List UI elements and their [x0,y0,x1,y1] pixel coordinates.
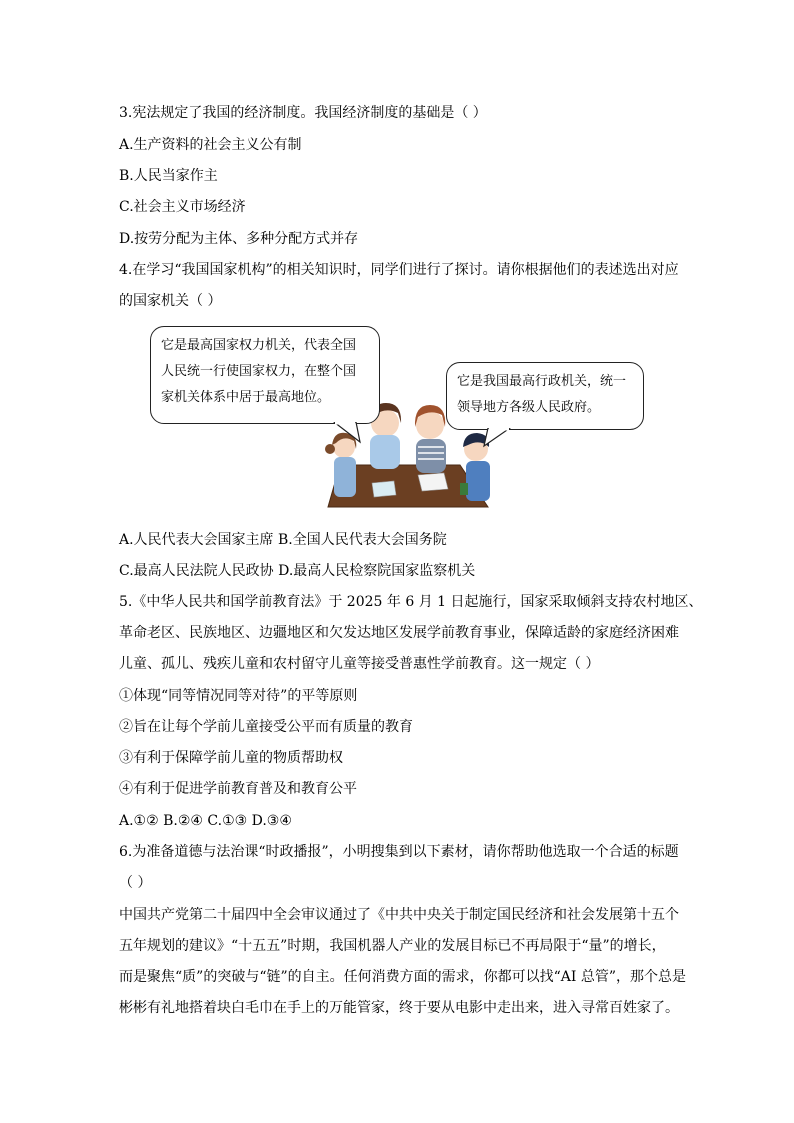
q6-material-line3: 而是聚焦“质”的突破与“链”的自主。任何消费方面的需求，你都可以找“AI 总管”，那个总是 [119,969,687,985]
q4-options-line2: C.最高人民法院人民政协 D.最高人民检察院国家监察机关 [119,563,476,579]
bubble-right-line1: 它是我国最高行政机关，统一 [457,374,627,389]
bubble-left-line2: 人民统一行使国家权力，在整个国 [161,364,357,379]
q3-option-b: B.人民当家作主 [119,168,218,184]
q6-stem-line1: 6.为准备道德与法治课“时政播报”，小明搜集到以下素材，请你帮助他选取一个合适的标题 [119,844,679,860]
q5-item-2: ②旨在让每个学前儿童接受公平而有质量的教育 [119,719,413,735]
q6-stem-line2: （ ） [119,875,152,891]
bubble-left-line1: 它是最高国家权力机关，代表全国 [161,338,357,353]
q3-option-a: A.生产资料的社会主义公有制 [119,137,302,153]
q6-material-line4: 彬彬有礼地搭着块白毛巾在手上的万能管家，终于要从电影中走出来，进入寻常百姓家了。 [119,1000,679,1016]
bubble-left-tail [330,422,370,444]
speech-bubble-right [446,362,644,430]
q5-stem-line1: 5.《中华人民共和国学前教育法》于 2025 年 6 月 1 日起施行，国家采取倾斜支持农村地区、 [119,594,703,610]
q5-stem-line2: 革命老区、民族地区、边疆地区和欠发达地区发展学前教育事业，保障适龄的家庭经济困难 [119,625,679,641]
bubble-right-tail [482,428,522,450]
bubble-right-line2: 领导地方各级人民政府。 [457,400,601,415]
q5-item-3: ③有利于保障学前儿童的物质帮助权 [119,750,343,766]
q5-options: A.①② B.②④ C.①③ D.③④ [119,813,292,829]
q5-item-1: ①体现“同等情况同等对待”的平等原则 [119,688,358,704]
q5-stem-line3: 儿童、孤儿、残疾儿童和农村留守儿童等接受普惠性学前教育。这一规定（ ） [119,656,600,672]
q6-material-line1: 中国共产党第二十届四中全会审议通过了《中共中央关于制定国民经济和社会发展第十五个 [119,907,679,923]
q3-option-c: C.社会主义市场经济 [119,199,246,215]
q3-option-d: D.按劳分配为主体、多种分配方式并存 [119,231,359,247]
q5-item-4: ④有利于促进学前教育普及和教育公平 [119,781,357,797]
bubble-left-line3: 家机关体系中居于最高地位。 [161,390,331,405]
speech-bubble-left [150,326,380,424]
q4-stem-line2: 的国家机关（ ） [119,293,222,309]
q4-options-line1: A.人民代表大会国家主席 B.全国人民代表大会国务院 [119,532,447,548]
q3-stem: 3.宪法规定了我国的经济制度。我国经济制度的基础是（ ） [119,105,487,121]
q6-material-line2: 五年规划的建议》“十五五”时期，我国机器人产业的发展目标已不再局限于“量”的增长， [119,938,666,954]
q4-stem-line1: 4.在学习“我国国家机构”的相关知识时，同学们进行了探讨。请你根据他们的表述选出对应 [119,262,679,278]
